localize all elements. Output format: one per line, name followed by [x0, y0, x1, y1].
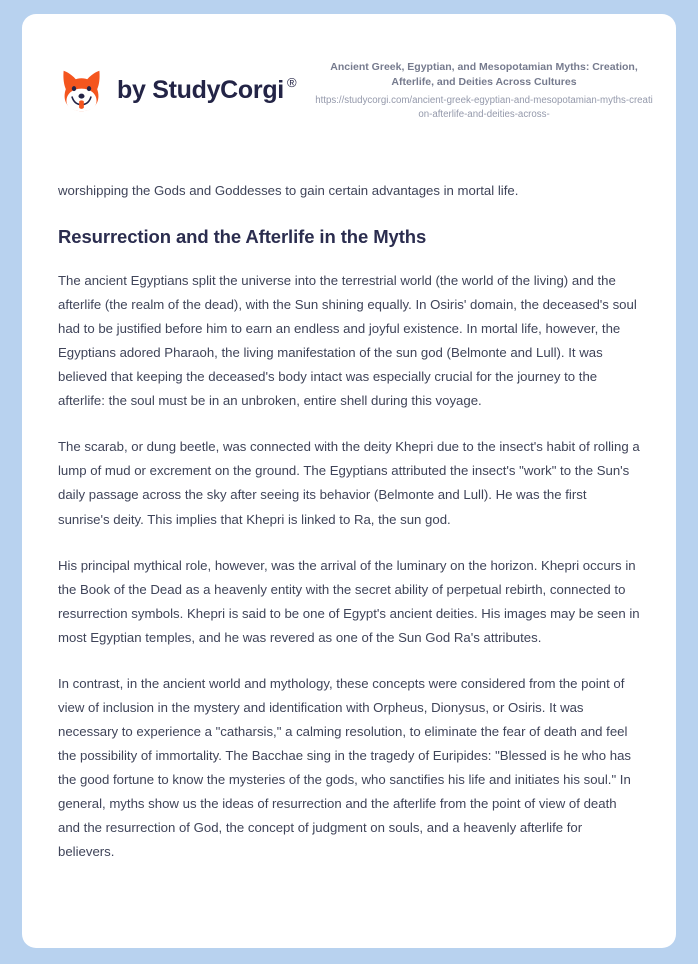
- lead-paragraph: worshipping the Gods and Goddesses to gain certain advantages in mortal life.: [58, 182, 519, 198]
- document-meta-block: [314, 60, 660, 122]
- document-url: https://studycorgi.com/ancient-greek-egyptian-and-mesopotamian-myths-creation-afterlife-and-deities-across-: [315, 94, 653, 120]
- body-paragraph: The scarab, or dung beetle, was connected with the deity Khepri due to the insect's habit of rolling a lump of mud or excrement on the ground. The Egyptians attributed the insect's "work" to the Sun's daily passage across the sky after seeing its behavior (Belmonte and Lull). He was the first sunrise's deity. This implies that Khepri is linked to Ra, the sun god.: [58, 439, 640, 527]
- body-paragraph: In contrast, in the ancient world and mythology, these concepts were considered from the point of view of inclusion in the mystery and identification with Orpheus, Dionysus, or Osiris. It was necessary to experience a "catharsis," a calming resolution, to eliminate the fear of death and feel the possibility of immortality. The Bacchae sing in the tragedy of Euripides: "Blessed is he who has the good fortune to know the mysteries of the gods, who sanctifies his life and initiates his soul." In general, myths show us the ideas of resurrection and the afterlife from the point of view of death and the resurrection of God, the concept of judgment on souls, and a heavenly afterlife for believers.: [58, 675, 632, 859]
- document-title: Ancient Greek, Egyptian, and Mesopotamian Myths: Creation, Afterlife, and Deities Across Cultures: [330, 61, 638, 88]
- registered-trademark-icon: ®: [286, 75, 297, 91]
- document-page-card: [22, 14, 676, 948]
- brand-wordmark: [117, 75, 297, 105]
- body-paragraph: His principal mythical role, however, was the arrival of the luminary on the horizon. Khepri occurs in the Book of the Dead as a heavenly entity with the secret ability of perpetual rebirth, connected to resurrection symbols. Khepri is said to be one of Egypt's ancient deities. His images may be seen in most Egyptian temples, and he was revered as one of the Sun God Ra's attributes.: [58, 557, 640, 645]
- body-paragraph: The ancient Egyptians split the universe into the terrestrial world (the world of the living) and the afterlife (the realm of the dead), with the Sun shining equally. In Osiris' domain, the deceased's soul had to be justified before him to earn an endless and joyful existence. In mortal life, however, the Egyptians adored Pharaoh, the living manifestation of the sun god (Belmonte and Lull). It was believed that keeping the deceased's body intact was especially crucial for the journey to the afterlife: the soul must be in an unbroken, entire shell during this voyage.: [58, 273, 637, 409]
- brand-block: [58, 67, 297, 114]
- document-header: [22, 14, 676, 122]
- corgi-face-logo-icon: [58, 67, 105, 114]
- brand-name-text: by StudyCorgi: [117, 76, 284, 105]
- document-body: [22, 180, 676, 864]
- section-heading: Resurrection and the Afterlife in the Myths: [58, 226, 427, 248]
